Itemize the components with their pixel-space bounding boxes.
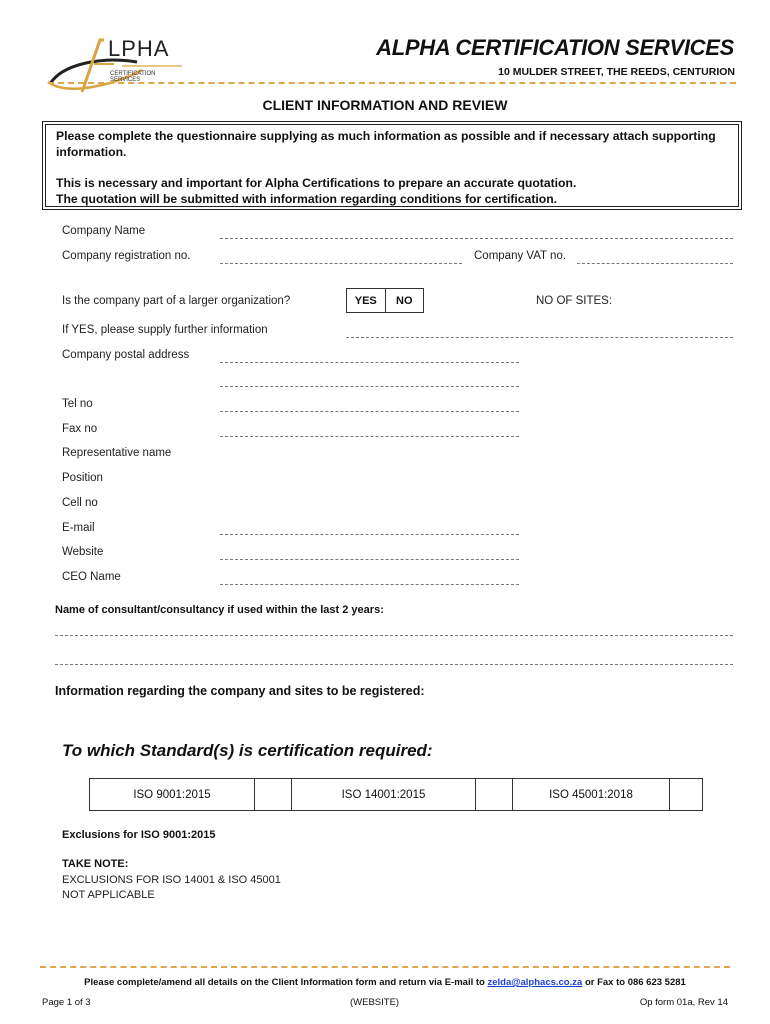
footer-text-after: or Fax to 086 623 5281 [584, 977, 686, 988]
footer-text-before: Please complete/amend all details on the Client Information form and return via E-mail to [84, 977, 485, 988]
position-label: Position [62, 472, 103, 484]
ceo-field[interactable] [220, 584, 519, 585]
sites-info-heading: Information regarding the company and sites to be registered: [55, 684, 425, 698]
tel-label: Tel no [62, 398, 93, 410]
consultant-field-1[interactable] [55, 635, 733, 636]
vat-no-label: Company VAT no. [474, 250, 567, 262]
page-title: CLIENT INFORMATION AND REVIEW [262, 97, 508, 113]
footer-website: (WEBSITE) [350, 997, 400, 1008]
postal-address-label: Company postal address [62, 349, 190, 361]
footer-divider [40, 966, 730, 968]
vat-no-field[interactable] [577, 263, 733, 264]
take-note-line-2: NOT APPLICABLE [62, 889, 155, 901]
company-name-heading: ALPHA CERTIFICATION SERVICES [376, 35, 734, 60]
postal-address-field-2[interactable] [220, 386, 519, 387]
larger-org-label: Is the company part of a larger organization? [62, 295, 291, 307]
standards-table [89, 778, 703, 811]
standard-iso-9001-label: ISO 9001:2015 [90, 779, 255, 810]
registration-no-label: Company registration no. [62, 250, 191, 262]
page-number: Page 1 of 3 [42, 997, 91, 1008]
cell-label: Cell no [62, 497, 98, 509]
instruction-line-1: Please complete the questionnaire supplying as much information as possible and if necessary attach supporting information. [56, 129, 716, 159]
representative-label: Representative name [62, 447, 172, 459]
website-label: Website [62, 546, 104, 558]
consultant-field-2[interactable] [55, 664, 733, 665]
standard-iso-14001-checkbox[interactable] [476, 779, 513, 810]
take-note-title: TAKE NOTE: [62, 858, 129, 870]
sites-label: NO OF SITES: [536, 295, 613, 307]
logo-subtext: CERTIFICATION SERVICES [110, 71, 156, 83]
footer-instructions [0, 977, 770, 988]
standards-heading: To which Standard(s) is certification required: [62, 741, 433, 760]
no-option[interactable]: NO [385, 289, 424, 312]
take-note-line-1: EXCLUSIONS FOR ISO 14001 & ISO 45001 [62, 874, 281, 886]
exclusions-label: Exclusions for ISO 9001:2015 [62, 829, 216, 841]
instruction-line-2: This is necessary and important for Alpha Certifications to prepare an accurate quotation. [56, 176, 577, 190]
footer-email-link[interactable]: zelda@alphacs.co.za [487, 977, 583, 988]
company-name-field[interactable] [220, 238, 733, 239]
if-yes-label: If YES, please supply further information [62, 324, 268, 336]
standard-iso-9001-checkbox[interactable] [255, 779, 292, 810]
tel-field[interactable] [220, 411, 519, 412]
website-field[interactable] [220, 559, 519, 560]
yes-option[interactable]: YES [354, 294, 377, 307]
larger-org-choice [346, 288, 424, 313]
company-name-label: Company Name [62, 225, 146, 237]
form-revision: Op form 01a, Rev 14 [639, 997, 728, 1008]
postal-address-field-1[interactable] [220, 362, 519, 363]
consultant-label: Name of consultant/consultancy if used within the last 2 years: [55, 604, 384, 616]
instruction-line-3: The quotation will be submitted with information regarding conditions for certification. [56, 192, 558, 206]
standard-iso-45001-label: ISO 45001:2018 [513, 779, 670, 810]
fax-label: Fax no [62, 423, 98, 435]
email-field[interactable] [220, 534, 519, 535]
if-yes-field[interactable] [346, 337, 733, 338]
instructions-box [42, 121, 742, 210]
standard-iso-14001-label: ISO 14001:2015 [292, 779, 476, 810]
registration-no-field[interactable] [220, 263, 462, 264]
logo-text: LPHA [108, 36, 170, 61]
logo [42, 34, 187, 94]
ceo-label: CEO Name [62, 571, 121, 583]
company-address: 10 MULDER STREET, THE REEDS, CENTURION [498, 66, 735, 78]
fax-field[interactable] [220, 436, 519, 437]
standard-iso-45001-checkbox[interactable] [670, 779, 702, 810]
header-divider [48, 82, 736, 84]
email-label: E-mail [62, 522, 95, 534]
